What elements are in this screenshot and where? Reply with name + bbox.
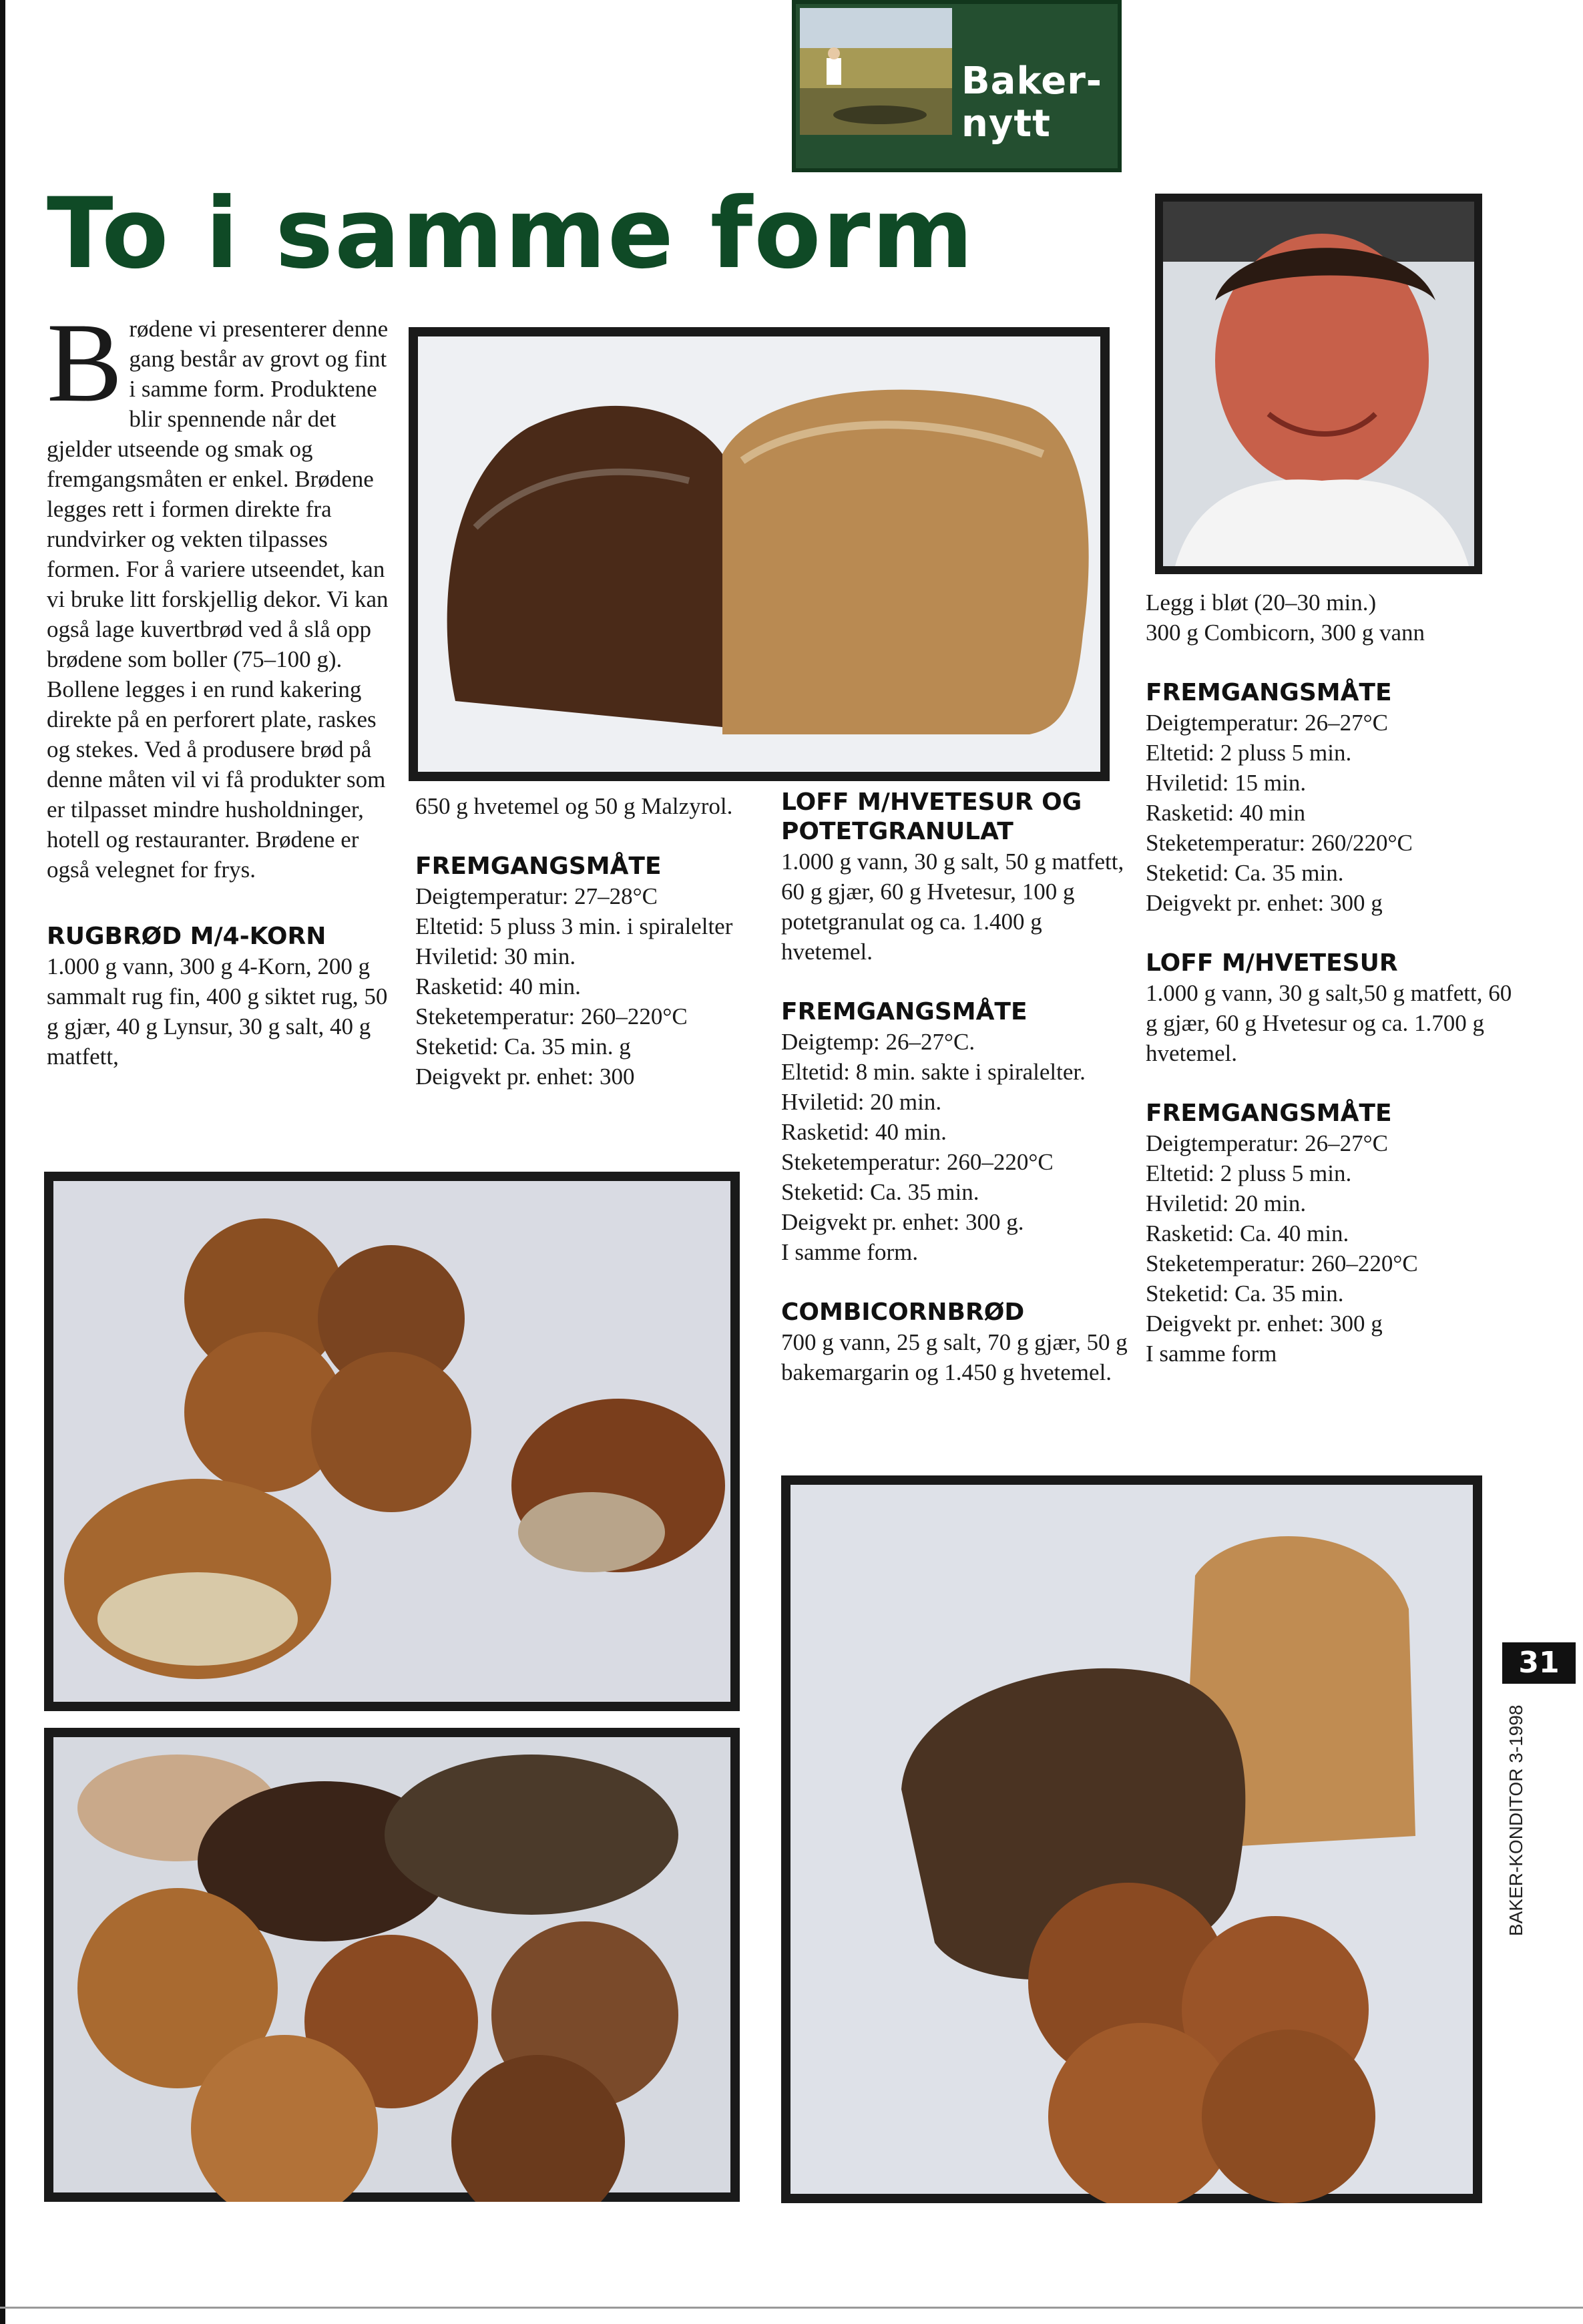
combicorn-method-step: Hviletid: 15 min. <box>1146 770 1307 796</box>
badge-line-1: Baker- <box>961 59 1103 103</box>
photo-mixed-breads <box>44 1728 740 2202</box>
combicorn-method-step: Eltetid: 2 pluss 5 min. <box>1146 740 1352 766</box>
combicorn-method-step: Steketemperatur: 260/220°C <box>1146 830 1413 856</box>
loff-hvetesur-method-step: Deigvekt pr. enhet: 300 g <box>1146 1311 1383 1337</box>
rugbrod-method-title: FREMGANGSMÅTE <box>415 853 662 880</box>
bottom-rule <box>0 2307 1583 2309</box>
rugbrod-method-step: Eltetid: 5 pluss 3 min. i spiralelter <box>415 913 733 939</box>
loff-potet-method-step: Deigtemp: 26–27°C. <box>781 1029 975 1055</box>
loff-potet-ingredients: 1.000 g vann, 30 g salt, 50 g matfett, 60 g gjær, 60 g Hvetesur, 100 g potetgranulat og ca. 1.400 g hvetemel. <box>781 849 1124 965</box>
loff-hvetesur-method-step: Hviletid: 20 min. <box>1146 1190 1307 1216</box>
rugbrod-ingredients: 1.000 g vann, 300 g 4-Korn, 200 g sammalt rug fin, 400 g siktet rug, 50 g gjær, 40 g Lynsur, 30 g salt, 40 g matfett, <box>47 953 388 1070</box>
column-4 <box>1146 588 1520 1369</box>
rugbrod-method-step: Rasketid: 40 min. <box>415 973 581 999</box>
loff-potet-method-step: Steketemperatur: 260–220°C <box>781 1149 1054 1175</box>
loff-potet-method-title: FREMGANGSMÅTE <box>781 998 1028 1025</box>
rugbrod-ingredients-cont: 650 g hvetemel og 50 g Malzyrol. <box>415 793 733 819</box>
loff-hvetesur-method-title: FREMGANGSMÅTE <box>1146 1100 1392 1127</box>
loff-potet-method-step: Rasketid: 40 min. <box>781 1119 947 1145</box>
column-3 <box>781 788 1128 1387</box>
page-number: 31 <box>1518 1646 1560 1680</box>
article-headline: To i samme form <box>47 177 975 290</box>
loff-potet-method-step: Eltetid: 8 min. sakte i spiralelter. <box>781 1059 1086 1085</box>
recipe-title-combicorn: COMBICORNBRØD <box>781 1299 1025 1326</box>
combicorn-method-step: Deigvekt pr. enhet: 300 g <box>1146 890 1383 916</box>
photo-baker-portrait <box>1155 194 1482 574</box>
loff-potet-method-step: Steketid: Ca. 35 min. <box>781 1179 979 1205</box>
section-badge-label <box>961 60 1115 146</box>
rugbrod-method-step: Deigvekt pr. enhet: 300 <box>415 1064 635 1090</box>
combicorn-soak-amounts: 300 g Combicorn, 300 g vann <box>1146 620 1425 646</box>
recipe-title-rugbrod: RUGBRØD M/4-KORN <box>47 923 326 950</box>
loff-hvetesur-ingredients: 1.000 g vann, 30 g salt,50 g matfett, 60 g gjær, 60 g Hvetesur og ca. 1.700 g hvetemel. <box>1146 980 1512 1066</box>
loff-potet-method-step: Hviletid: 20 min. <box>781 1089 942 1115</box>
combicorn-soak: Legg i bløt (20–30 min.) <box>1146 590 1377 616</box>
loff-potet-method-step: I samme form. <box>781 1239 919 1265</box>
photo-combicorn-loaf-and-roll <box>781 1475 1482 2203</box>
rugbrod-method-step: Hviletid: 30 min. <box>415 943 576 969</box>
combicorn-method-step: Rasketid: 40 min <box>1146 800 1306 826</box>
recipe-title-loff-potet: LOFF M/HVETESUR OG POTETGRANULAT <box>781 788 1082 845</box>
rugbrod-method-step: Steketemperatur: 260–220°C <box>415 1003 688 1029</box>
loff-hvetesur-method-step: Steketemperatur: 260–220°C <box>1146 1250 1418 1276</box>
rugbrod-method-step: Deigtemperatur: 27–28°C <box>415 883 658 909</box>
intro-column <box>47 300 394 1072</box>
photo-bread-rolls <box>44 1172 740 1711</box>
combicorn-method-title: FREMGANGSMÅTE <box>1146 679 1392 706</box>
loff-hvetesur-method-step: Rasketid: Ca. 40 min. <box>1146 1220 1349 1246</box>
loff-potet-method-step: Deigvekt pr. enhet: 300 g. <box>781 1209 1024 1235</box>
column-2 <box>415 791 749 1092</box>
photo-two-tone-loaf <box>409 327 1110 781</box>
recipe-title-loff-hvetesur: LOFF M/HVETESUR <box>1146 949 1398 977</box>
intro-paragraph <box>47 300 394 885</box>
combicorn-method-step: Deigtemperatur: 26–27°C <box>1146 710 1388 736</box>
loff-hvetesur-method-step: I samme form <box>1146 1341 1277 1367</box>
combicorn-ingredients: 700 g vann, 25 g salt, 70 g gjær, 50 g bakemargarin og 1.450 g hvetemel. <box>781 1329 1128 1385</box>
rugbrod-method-step: Steketid: Ca. 35 min. g <box>415 1033 631 1060</box>
intro-text: rødene vi presenterer denne gang består av grovt og fint i samme form. Produktene blir spennende når det gjelder utseende og smak og fremgangsmåten er enkel. Brødene legges rett i formen direkte fra rundvirker og vekten tilpasses formen. For å variere utseendet, kan vi bruke litt forskjellig dekor. Vi kan også lage kuvertbrød ved å slå opp brødene som boller (75–100 g). Bollene legges i en rund kakering direkte på en perforert plate, raskes og stekes. Ved å produsere brød på denne måten vil vi få produkter som er tilpasset mindre husholdninger, hotell og restauranter. Brødene er også velegnet for frys. <box>47 316 389 883</box>
badge-line-2: nytt <box>961 102 1051 146</box>
dropcap: B <box>47 300 123 425</box>
magazine-footer: BAKER-KONDITOR 3-1998 <box>1506 1704 1526 1936</box>
loff-hvetesur-method-step: Deigtemperatur: 26–27°C <box>1146 1130 1388 1156</box>
page-edge-rule <box>0 0 5 2324</box>
loff-hvetesur-method-step: Eltetid: 2 pluss 5 min. <box>1146 1160 1352 1186</box>
badge-field-photo <box>800 8 952 135</box>
loff-hvetesur-method-step: Steketid: Ca. 35 min. <box>1146 1281 1344 1307</box>
combicorn-method-step: Steketid: Ca. 35 min. <box>1146 860 1344 886</box>
